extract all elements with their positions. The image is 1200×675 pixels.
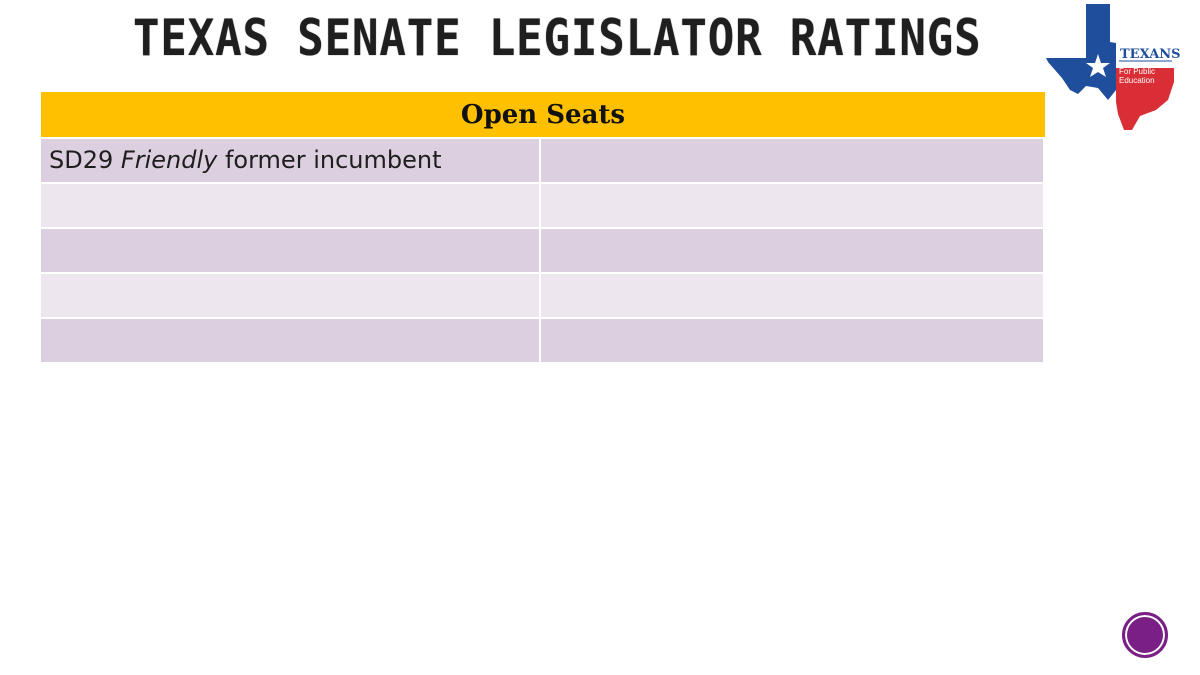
logo-sub-text-1: For Public <box>1119 67 1156 76</box>
table-row <box>41 319 1045 364</box>
table-cell <box>541 184 1043 227</box>
table-cell <box>541 274 1043 317</box>
table-cell <box>541 229 1043 272</box>
slide-nav-circle-icon[interactable] <box>1122 612 1168 658</box>
ratings-table <box>41 92 1045 364</box>
table-row <box>41 229 1045 274</box>
table-row <box>41 184 1045 229</box>
table-cell <box>41 274 541 317</box>
district-label: SD29 <box>49 146 114 174</box>
table-cell <box>541 139 1043 182</box>
table-cell <box>41 184 541 227</box>
table-cell <box>541 319 1043 362</box>
slide-title: TEXAS SENATE LEGISLATOR RATINGS <box>133 9 982 67</box>
table-header: Open Seats <box>41 92 1045 139</box>
note-label: former incumbent <box>224 146 442 174</box>
logo-brand-text: TEXANS <box>1120 47 1181 62</box>
texans-for-public-education-logo <box>1044 2 1184 132</box>
table-cell <box>41 319 541 362</box>
rating-label: Friendly <box>120 146 218 174</box>
logo-sub-text-2: Education <box>1119 76 1155 85</box>
table-row <box>41 274 1045 319</box>
table-row <box>41 139 1045 184</box>
table-cell <box>41 229 541 272</box>
table-cell <box>41 139 541 182</box>
